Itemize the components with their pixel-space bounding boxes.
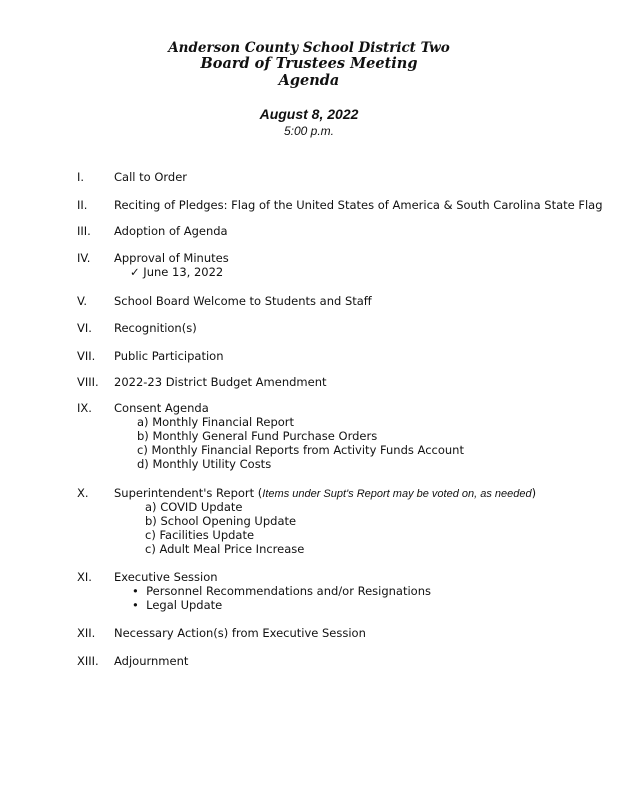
item-number: VI. — [77, 321, 92, 335]
agenda-item — [114, 224, 228, 238]
agenda-item — [114, 294, 372, 308]
meeting-date: August 8, 2022 — [259, 106, 359, 122]
agenda-item — [114, 401, 209, 415]
bullet-icon: • — [132, 584, 147, 598]
item-number: XIII. — [77, 654, 99, 668]
agenda-item — [114, 654, 188, 668]
item-text: Consent Agenda — [114, 401, 209, 415]
item-number: X. — [77, 486, 89, 500]
sub-item-text: Legal Update — [146, 598, 223, 612]
sub-item — [132, 598, 222, 612]
sub-item: b) School Opening Update — [145, 514, 297, 528]
check-icon: ✓ — [130, 265, 144, 279]
agenda-item — [114, 486, 536, 501]
sub-item-text: Personnel Recommendations and/or Resignations — [146, 584, 431, 598]
item-number: IV. — [77, 251, 91, 265]
item-text: Executive Session — [114, 570, 218, 584]
agenda-item — [114, 198, 603, 212]
sub-item — [132, 584, 431, 598]
agenda-item — [114, 170, 187, 184]
item-text: 2022-23 District Budget Amendment — [114, 375, 327, 389]
item-number: III. — [77, 224, 91, 238]
agenda-item — [114, 375, 327, 389]
item-text: Approval of Minutes — [114, 251, 229, 265]
item-number: VII. — [77, 349, 96, 363]
item-text: Adoption of Agenda — [114, 224, 228, 238]
document-title: Agenda — [278, 72, 340, 89]
item-note-close: ) — [531, 486, 537, 500]
item-text: Public Participation — [114, 349, 224, 363]
bullet-icon: • — [132, 598, 147, 612]
sub-item: a) COVID Update — [145, 500, 243, 514]
item-number: IX. — [77, 401, 92, 415]
meeting-time: 5:00 p.m. — [283, 124, 335, 138]
item-text: Recognition(s) — [114, 321, 197, 335]
item-text: Necessary Action(s) from Executive Session — [114, 626, 366, 640]
item-text: Reciting of Pledges: Flag of the United States of America & South Carolina State Flag — [114, 198, 603, 212]
sub-item: c) Adult Meal Price Increase — [145, 542, 305, 556]
item-number: XI. — [77, 570, 92, 584]
agenda-item — [114, 349, 223, 363]
item-note: Items under Supt's Report may be voted on, as needed — [262, 488, 532, 500]
sub-item: a) Monthly Financial Report — [137, 415, 295, 429]
item-number: VIII. — [77, 375, 99, 389]
item-number: I. — [77, 170, 85, 184]
district-name: Anderson County School District Two — [168, 40, 450, 56]
sub-item: d) Monthly Utility Costs — [137, 457, 272, 471]
sub-item — [130, 265, 223, 279]
item-number: XII. — [77, 626, 96, 640]
agenda-item — [114, 570, 218, 584]
sub-item: b) Monthly General Fund Purchase Orders — [137, 429, 378, 443]
item-text: Superintendent's Report ( — [114, 486, 263, 500]
item-text: School Board Welcome to Students and Staff — [114, 294, 372, 308]
sub-item-text: June 13, 2022 — [143, 265, 224, 279]
item-text: Adjournment — [114, 654, 189, 668]
meeting-title: Board of Trustees Meeting — [200, 55, 418, 72]
sub-item: c) Facilities Update — [145, 528, 255, 542]
agenda-item — [114, 626, 366, 640]
agenda-item — [114, 251, 229, 265]
item-number: V. — [77, 294, 88, 308]
item-text: Call to Order — [114, 170, 188, 184]
item-number: II. — [77, 198, 88, 212]
agenda-item — [114, 321, 197, 335]
sub-item: c) Monthly Financial Reports from Activity Funds Account — [137, 443, 464, 457]
